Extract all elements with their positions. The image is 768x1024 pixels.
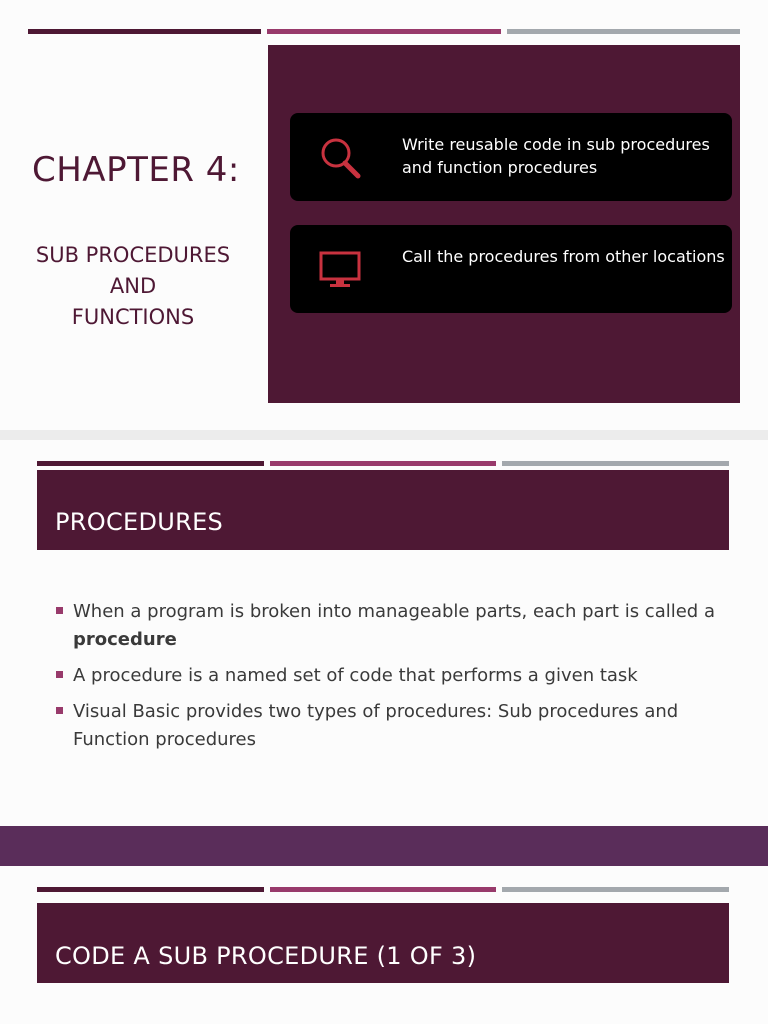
- slide-gap: [0, 430, 768, 440]
- accent-bar-gray: [507, 29, 740, 34]
- bullet-bold-term: procedure: [73, 629, 177, 650]
- accent-bar-magenta: [267, 29, 500, 34]
- accent-bars: [37, 887, 729, 892]
- chapter-title: CHAPTER 4:: [32, 150, 240, 190]
- monitor-icon: [318, 247, 364, 293]
- bullet-item: [56, 598, 716, 654]
- accent-bar-magenta: [270, 461, 497, 466]
- objective-card: [290, 225, 732, 313]
- accent-bar-plum: [37, 461, 264, 466]
- accent-bar-plum: [28, 29, 261, 34]
- accent-bar-plum: [37, 887, 264, 892]
- objectives-panel: [268, 45, 740, 403]
- chapter-subtitle-line: FUNCTIONS: [71, 305, 195, 329]
- bullet-item: [56, 698, 716, 754]
- objective-text: Write reusable code in sub procedures and function procedures: [402, 135, 710, 177]
- accent-bars: [37, 461, 729, 466]
- title-bar: [37, 470, 729, 550]
- accent-bar-gray: [502, 887, 729, 892]
- bullet-marker: [56, 607, 63, 614]
- bullet-marker: [56, 707, 63, 714]
- objective-text: Call the procedures from other locations: [402, 247, 725, 266]
- slide-separator: [0, 826, 768, 866]
- slide-chapter-4: [0, 0, 768, 430]
- slide-procedures: [0, 440, 768, 826]
- bullet-text: When a program is broken into manageable parts, each part is called a: [73, 601, 715, 622]
- bullet-text: Visual Basic provides two types of procedures: Sub procedures and Function procedures: [73, 701, 679, 750]
- bullet-marker: [56, 671, 63, 678]
- chapter-subtitle: [20, 240, 246, 333]
- objective-card: [290, 113, 732, 201]
- accent-bar-gray: [502, 461, 729, 466]
- slide-title: CODE A SUB PROCEDURE (1 OF 3): [55, 942, 477, 970]
- bullet-list: [56, 598, 716, 762]
- accent-bar-magenta: [270, 887, 497, 892]
- slide-title: PROCEDURES: [55, 508, 224, 536]
- slide-code-sub-procedure: [0, 866, 768, 1024]
- bullet-text: A procedure is a named set of code that performs a given task: [73, 665, 638, 686]
- bullet-item: [56, 662, 716, 690]
- magnifier-icon: [318, 135, 364, 181]
- chapter-subtitle-line: SUB PROCEDURES: [35, 243, 231, 267]
- title-bar: [37, 903, 729, 983]
- chapter-subtitle-line: AND: [109, 274, 157, 298]
- accent-bars: [28, 29, 740, 34]
